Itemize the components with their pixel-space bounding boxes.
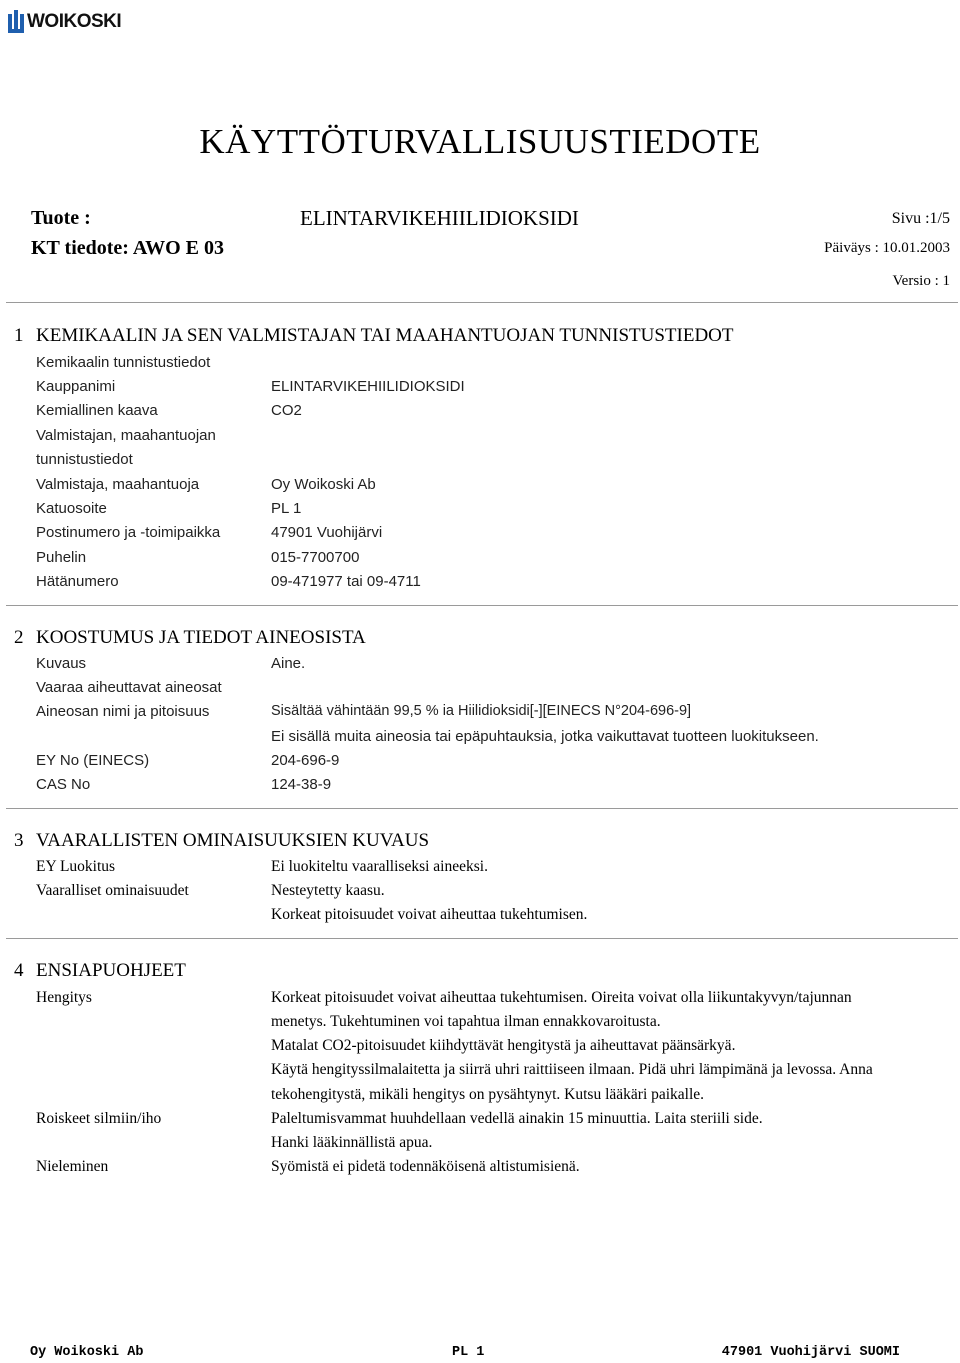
row-value: Oy Woikoski Ab	[271, 476, 376, 493]
row-label: Aineosan nimi ja pitoisuus	[36, 703, 210, 720]
row-value: menetys. Tukehtuminen voi tapahtua ilman ennakkovaroitusta.	[271, 1013, 661, 1030]
section-1-number: 1	[14, 325, 24, 346]
document-date: Päiväys : 10.01.2003	[824, 240, 950, 256]
row-value: Korkeat pitoisuudet voivat aiheuttaa tukehtumisen. Oireita voivat olla liikuntakyvyn/tajunnan	[271, 989, 852, 1006]
row-label: Valmistaja, maahantuoja	[36, 476, 200, 493]
footer-po-box: PL 1	[452, 1345, 485, 1360]
section-1-title: KEMIKAALIN JA SEN VALMISTAJAN TAI MAAHANTUOJAN TUNNISTUSTIEDOT	[36, 325, 734, 346]
section-3-title: VAARALLISTEN OMINAISUUKSIEN KUVAUS	[36, 830, 430, 851]
row-label: Katuosoite	[36, 500, 107, 517]
row-label: Nieleminen	[36, 1158, 109, 1175]
section-3-number: 3	[14, 830, 24, 851]
footer-city: 47901 Vuohijärvi SUOMI	[721, 1345, 900, 1360]
document-version: Versio : 1	[892, 273, 950, 289]
document-title: KÄYTTÖTURVALLISUUSTIEDOTE	[199, 122, 761, 161]
row-value: 015-7700700	[271, 549, 360, 566]
row-value: Hanki lääkinnällistä apua.	[271, 1134, 433, 1151]
tuote-label: Tuote :	[31, 207, 91, 229]
row-value: Aine.	[271, 655, 306, 672]
divider	[6, 938, 958, 939]
row-value: Korkeat pitoisuudet voivat aiheuttaa tukehtumisen.	[271, 906, 588, 923]
divider	[6, 808, 958, 809]
row-label: Roiskeet silmiin/iho	[36, 1110, 162, 1127]
section-2-number: 2	[14, 627, 24, 648]
section-4-title: ENSIAPUOHJEET	[36, 960, 186, 981]
row-label: Kemiallinen kaava	[36, 402, 158, 419]
row-value: tekohengitystä, mikäli hengitys on pysähtynyt. Kutsu lääkäri paikalle.	[271, 1086, 705, 1103]
row-value: Käytä hengityssilmalaitetta ja siirrä uhri raittiiseen ilmaan. Pidä uhri lämpimänä ja levossa. Anna	[271, 1061, 873, 1078]
row-value: Matalat CO2-pitoisuudet kiihdyttävät hengitystä ja aiheuttavat päänsärkyä.	[271, 1037, 736, 1054]
row-label: Valmistajan, maahantuojan	[36, 427, 216, 444]
woikoski-logo	[7, 9, 121, 35]
row-value: 204-696-9	[271, 752, 340, 769]
product-name: ELINTARVIKEHIILIDIOKSIDI	[300, 206, 579, 230]
divider	[6, 302, 958, 303]
section-1-subheading: Kemikaalin tunnistustiedot	[36, 354, 211, 371]
row-value: PL 1	[271, 500, 302, 517]
row-label: Kauppanimi	[36, 378, 116, 395]
row-value: Ei luokiteltu vaaralliseksi aineeksi.	[271, 858, 488, 875]
row-label: Hengitys	[36, 989, 92, 1006]
section-1-heading	[14, 325, 734, 347]
row-label: Hätänumero	[36, 573, 119, 590]
row-label: Puhelin	[36, 549, 87, 566]
row-value: Ei sisällä muita aineosia tai epäpuhtauksia, jotka vaikuttavat tuotteen luokitukseen.	[271, 728, 819, 745]
row-value: CO2	[271, 402, 302, 419]
section-2-heading	[14, 627, 366, 649]
row-label: EY Luokitus	[36, 858, 116, 875]
row-label: Vaaralliset ominaisuudet	[36, 882, 189, 899]
row-label: EY No (EINECS)	[36, 752, 150, 769]
row-value: Syömistä ei pidetä todennäköisenä altistumisienä.	[271, 1158, 580, 1175]
row-label: Kuvaus	[36, 655, 87, 672]
kt-tiedote: KT tiedote: AWO E 03	[31, 237, 224, 259]
row-value: Paleltumisvammat huuhdellaan vedellä ainakin 15 minuuttia. Laita steriili side.	[271, 1110, 763, 1127]
section-3-heading	[14, 830, 429, 852]
section-4-heading	[14, 960, 186, 982]
row-value: 47901 Vuohijärvi	[271, 524, 383, 541]
row-value: 09-471977 tai 09-4711	[271, 573, 421, 590]
row-value: 124-38-9	[271, 776, 332, 793]
row-value: ELINTARVIKEHIILIDIOKSIDI	[271, 378, 465, 395]
brand-name: WOIKOSKI	[27, 11, 122, 32]
row-label: Postinumero ja -toimipaikka	[36, 524, 221, 541]
woikoski-logo-icon	[7, 10, 25, 34]
section-2-title: KOOSTUMUS JA TIEDOT AINEOSISTA	[36, 627, 366, 648]
row-label: CAS No	[36, 776, 91, 793]
row-value: Nesteytetty kaasu.	[271, 882, 385, 899]
row-label: tunnistustiedot	[36, 451, 133, 468]
footer-company: Oy Woikoski Ab	[30, 1345, 144, 1360]
divider	[6, 605, 958, 606]
page-number: Sivu :1/5	[891, 210, 950, 227]
row-label: Vaaraa aiheuttavat aineosat	[36, 679, 222, 696]
row-value: Sisältää vähintään 99,5 % ia Hiilidioksidi[-][EINECS N°204-696-9]	[271, 703, 692, 719]
section-4-number: 4	[14, 960, 24, 981]
